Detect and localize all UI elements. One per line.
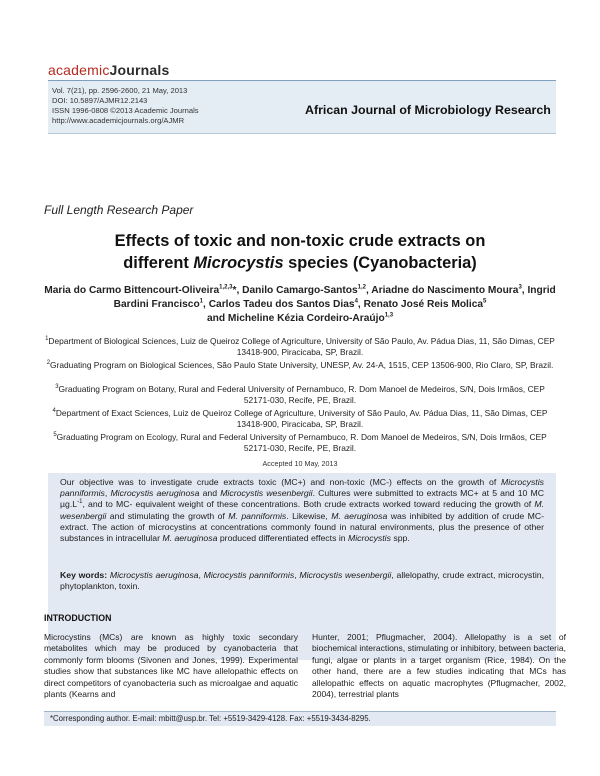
introduction-heading: INTRODUCTION [44,613,112,623]
meta-doi: DOI: 10.5897/AJMR12.2143 [52,96,148,105]
author-list [44,284,556,326]
keywords: Key words: Microcystis aeruginosa, Microcystis panniformis, Microcystis wesenbergii, allelopathy, crude extract, microcystin, phytoplankton, toxin. [60,570,544,592]
affiliation-5: $^5$Graduating Program on Ecology, Rural and Federal University of Pernambuco, R. Dom Manoel de Medeiros, S/N, Dois Irmãos, CEP 52171-030, Recife, PE, Brazil. [53,432,547,453]
meta-issn: ISSN 1996-0808 ©2013 Academic Journals [52,106,199,115]
title-line-2 [0,254,600,273]
affiliation-3: $^3$Graduating Program on Botany, Rural and Federal University of Pernambuco, R. Dom Manoel de Medeiros, S/N, Dois Irmãos, CEP 52171-030, Recife, PE, Brazil. [55,384,545,405]
author: Ariadne do Nascimento Moura$^3$, [371,284,528,296]
header-bottom-rule [48,133,556,134]
journal-name: African Journal of Microbiology Research [305,103,551,117]
author: Danilo Camargo-Santos$^{1,2}$, [242,284,372,296]
logo-part-journals: Journals [109,62,170,78]
paper-type: Full Length Research Paper [44,203,194,217]
author: Ingrid Bardini Francisco$^1$, [113,285,556,310]
title-text: different [123,254,194,272]
affiliation-1: $^1$Department of Biological Sciences, Luiz de Queiroz College of Agriculture, University of São Paulo, Av. Pádua Dias, 11, São Dimas, CEP 13418-900, Piracicaba, SP, Brazil. [45,336,555,357]
title-text: species (Cyanobacteria) [283,254,477,272]
title-line-1: Effects of toxic and non-toxic crude extracts on [114,232,486,250]
corresponding-author-footnote: *Corresponding author. E-mail: mbitt@usp.br. Tel: +5519-3429-4128. Fax: +5519-3434-8295. [50,714,371,723]
keywords-label: Key words: [60,570,108,580]
intro-column-left: Microcystins (MCs) are known as highly toxic secondary metabolites which may be produced by cyanobacteria that commonly form blooms (Sivonen and Jones, 1999). Experimental studies show that substances like MC have allelopathic effects on direct competitors of cyanobacteria such as microalgae and aquatic plants (Kearns and [44,632,298,700]
title-genus: Microcystis [193,254,284,272]
author: Maria do Carmo Bittencourt-Oliveira$^{1,2,3}$*, [44,284,243,296]
abstract: Our objective was to investigate crude extracts toxic (MC+) and non-toxic (MC-) effects on the growth of Microcystis panniformis, Microcystis aeruginosa and Microcystis wesenbergii. Cultures were submitted to extracts MC+ at 5 and 10 MC $\mu g.L^{-1}$, and to MC- equivalent weight of these concentrations. Both crude extracts worked toward reducing the growth of M. wesenbergii and stimulating the growth of M. panniformis. Likewise, M. aeruginosa was inhibited by addition of crude MC- extract. The action of microcystins at concentrations commonly found in natural environments, plus the presence of other substances in intracellular M. aeruginosa produced differentiated effects in Microcystis spp. [60,477,545,544]
meta-volume: Vol. 7(21), pp. 2596-2600, 21 May, 2013 [52,86,188,95]
affiliation-4: $^4$Department of Exact Sciences, Luiz de Queiroz College of Agriculture, University of São Paulo, Av. Pádua Dias, 11, São Dimas, CEP 13418-900, Piracicaba, SP, Brazil. [52,408,548,429]
accepted-date: Accepted 10 May, 2013 [262,459,338,468]
author: Carlos Tadeu dos Santos Dias$^4$, [208,298,364,310]
intro-column-right: Hunter, 2001; Pflugmacher, 2004). Allelopathy is a set of biochemical interactions, stimulating or inhibitory, between bacteria, fungi, algae or plants in a target organism (Rice, 1984). On the other hand, there are a few studies indicating that MCs has allelopathic effects on aquatic macrophytes (Pflugmacher, 2002, 2004), terrestrial plants [312,632,566,700]
meta-url[interactable]: http://www.academicjournals.org/AJMR [52,116,185,125]
author: Renato José Reis Molica$^5$ [363,298,487,310]
publisher-logo [48,62,169,78]
logo-part-academic: academic [48,62,110,78]
author: and Micheline Kézia Cordeiro-Araújo$^{1,3}$ [206,312,394,324]
affiliation-2: $^2$Graduating Program on Biological Sciences, São Paulo State University, UNESP, Av. 24-A, 1515, CEP 13506-900, Rio Claro, SP, Brazil. [46,360,554,370]
